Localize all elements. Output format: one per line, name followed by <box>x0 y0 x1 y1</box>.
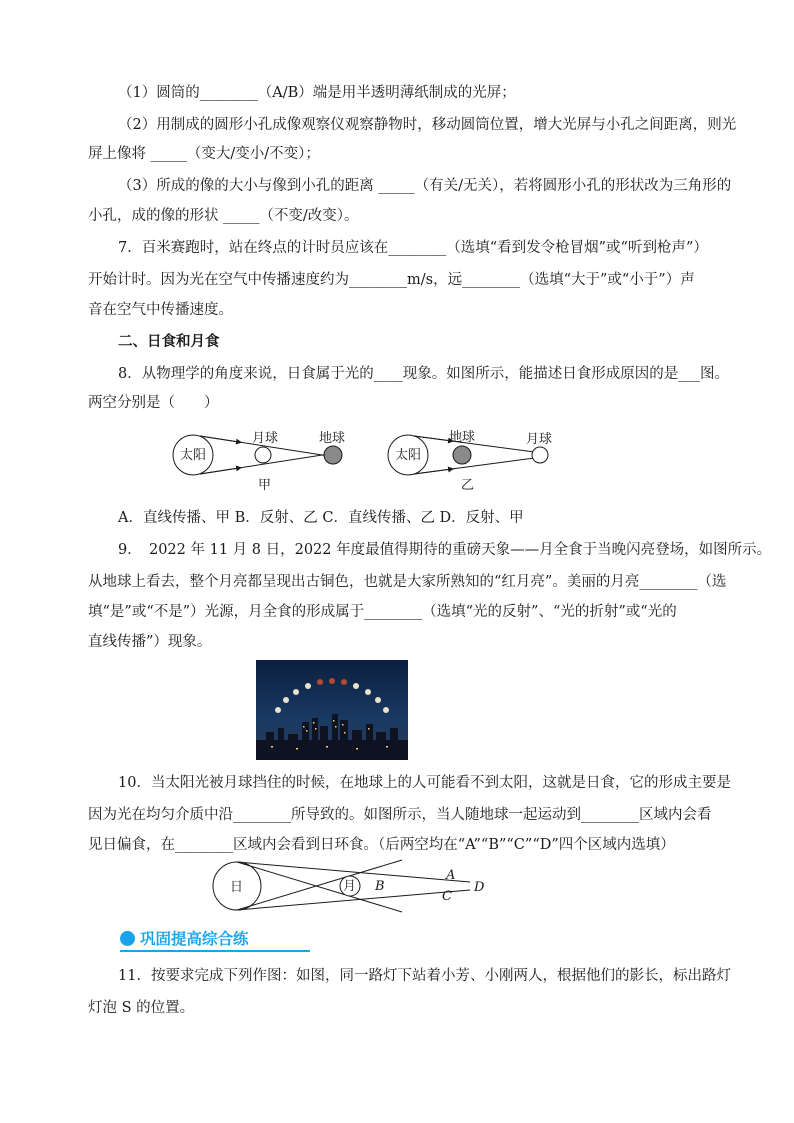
q8-options: A．直线传播、甲 B．反射、乙 C．直线传播、乙 D．反射、甲 <box>118 510 524 526</box>
q8-right-caption: 乙 <box>461 478 475 493</box>
q9-text-cont2: 填“是”或“不是”）光源，月全食的形成属于________（选填“光的反射”、“光的折射”或“光的 <box>88 604 677 620</box>
q7-text: 7．百米赛跑时，站在终点的计时员应该在________（选填“看到发令枪冒烟”或“听到枪声”） <box>118 240 708 256</box>
q8-left-caption: 甲 <box>258 478 272 493</box>
q6-part3: （3）所成的像的大小与像到小孔的距离 _____（有关/无关），若将圆形小孔的形状改为三角形的 <box>118 178 732 194</box>
q8-left-moon-circle <box>255 447 271 463</box>
q8-right-sun-label: 太阳 <box>395 448 422 463</box>
q8-right-moon-circle <box>532 447 548 463</box>
q10-text-cont2: 见日偏食，在________区域内会看到日环食。（后两空均在“A”“B”“C”“D”四个区域内选填） <box>88 837 675 853</box>
q10-text-cont1: 因为光在均匀介质中沿________所导致的。如图所示，当人随地球一起运动到________区域内会看 <box>88 807 712 823</box>
q7-text-end: 音在空气中传播速度。 <box>88 302 233 318</box>
q6-part1: （1）圆筒的________（A/B）端是用半透明薄纸制成的光屏； <box>118 85 516 101</box>
q11-text: 11．按要求完成下列作图：如图，同一路灯下站着小芳、小刚两人，根据他们的影长，标出路灯 <box>118 968 731 984</box>
q10-moon-label: 月 <box>343 879 357 894</box>
q8-left-moon-label: 月球 <box>252 431 279 446</box>
section-heading-text: 巩固提高综合练 <box>140 930 249 948</box>
q6-part3-cont: 小孔，成的像的形状 _____（不变/改变）。 <box>88 208 359 224</box>
q8-eclipse-diagram <box>170 425 553 495</box>
q8-left-earth-label: 地球 <box>319 431 346 446</box>
q8-right-earth-circle <box>453 446 471 464</box>
q10-sun-label: 日 <box>230 880 244 895</box>
q6-part2: （2）用制成的圆形小孔成像观察仪观察静物时，移动圆筒位置，增大光屏与小孔之间距离，则光 <box>118 117 737 133</box>
q10-label-d: D <box>474 880 485 895</box>
q8-text: 8．从物理学的角度来说，日食属于光的____现象。如图所示，能描述日食形成原因的是___图。 <box>118 366 729 382</box>
section-heading-eclipse: 二、日食和月食 <box>118 333 220 350</box>
q7-text-cont: 开始计时。因为光在空气中传播速度约为________m/s，远________（选填“大于”或“小于”）声 <box>88 272 695 288</box>
section-heading-consolidation <box>120 928 310 950</box>
lunar-eclipse-photo <box>256 660 408 760</box>
bullet-icon <box>120 931 135 946</box>
q8-left-sun-label: 太阳 <box>180 448 207 463</box>
q9-text-end: 直线传播”）现象。 <box>88 634 212 650</box>
q10-text: 10．当太阳光被月球挡住的时候，在地球上的人可能看不到太阳，这就是日食，它的形成主要是 <box>118 775 731 791</box>
q9-text: 9． 2022 年 11 月 8 日，2022 年度最值得期待的重磅天象——月全食于当晚闪亮登场，如图所示。 <box>118 542 772 558</box>
q10-label-b: B <box>375 879 385 894</box>
q8-text-cont: 两空分别是（ ） <box>88 395 219 411</box>
q8-left-earth-circle <box>324 446 342 464</box>
q11-text-cont: 灯泡 S 的位置。 <box>88 1000 195 1016</box>
q10-eclipse-diagram <box>210 858 500 918</box>
q10-label-a: A <box>446 868 456 883</box>
section-underline <box>120 950 310 952</box>
q8-right-earth-label: 地球 <box>449 430 476 445</box>
q6-part2-cont: 屏上像将 _____（变大/变小/不变）； <box>88 146 320 162</box>
q8-right-moon-label: 月球 <box>526 432 553 447</box>
q10-label-c: C <box>442 889 452 904</box>
q9-text-cont1: 从地球上看去，整个月亮都呈现出古铜色，也就是大家所熟知的“红月亮”。美丽的月亮________（选 <box>88 574 727 590</box>
